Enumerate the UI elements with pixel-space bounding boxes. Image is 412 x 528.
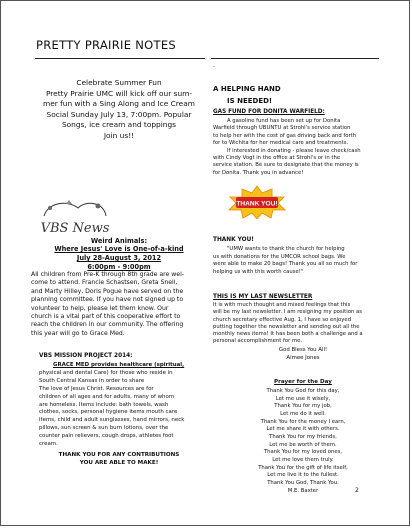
newsletter-title: PRETTY PRAIRIE NOTES bbox=[36, 38, 176, 52]
vbs-news-logo-art bbox=[38, 196, 112, 238]
helping-hand-heading: A HELPING HAND bbox=[213, 85, 281, 93]
signoff-blessing: God Bless You All! bbox=[278, 347, 328, 353]
vbs-heading: Weird Animals: bbox=[90, 237, 148, 245]
vbs-body-line: this year will go to Grace Med. bbox=[31, 329, 125, 337]
summer-fun-line: Pretty Prairie UMC will kick off our sum- bbox=[45, 88, 193, 98]
last-newsletter-line: personal accomplishment for me. bbox=[213, 338, 303, 345]
prayer-line: Let me be worth of them. bbox=[269, 441, 337, 448]
vbs-body-line: church is a vital part of this cooperative effort to bbox=[31, 313, 181, 321]
thank-you-line: helping us with this worth cause!" bbox=[213, 268, 304, 275]
thank-you-line: us with donations for the UMCOR school bags. We bbox=[213, 253, 346, 260]
summer-fun-line: Celebrate Summer Fun bbox=[76, 78, 162, 87]
vbs-news-logo-text: VBS News bbox=[40, 221, 110, 236]
mission-closing-line: YOU ARE ABLE TO MAKE! bbox=[79, 460, 159, 467]
prayer-body bbox=[213, 388, 393, 495]
prayer-line: Thank You for my friends, bbox=[269, 433, 337, 440]
thank-you-body bbox=[213, 246, 393, 276]
mission-line: South Central Kansas in order to share bbox=[39, 377, 145, 384]
helping-hand-heading-2: IS NEEDED! bbox=[227, 97, 273, 105]
logo-dot bbox=[48, 206, 52, 210]
prayer-author: M.E. Baxter bbox=[287, 487, 319, 494]
summer-fun-line: Social Sunday July 13, 7:00pm. Popular bbox=[46, 109, 192, 119]
mission-line: counter pain relievers, cough drops, athletes foot bbox=[39, 433, 174, 440]
mission-line: are homeless. Items include: bath towels, wash bbox=[39, 401, 169, 408]
prayer-line: Thank You God for this day, bbox=[266, 388, 340, 394]
prayer-line: Let me share it with others. bbox=[266, 426, 340, 433]
mission-line: pillows, sun screen & sun burn lotions, over the bbox=[39, 425, 169, 432]
title-rule-left bbox=[35, 58, 205, 59]
mission-body bbox=[39, 362, 211, 449]
summer-fun-line: Join us!! bbox=[103, 130, 135, 140]
gas-fund-line: A gasoline fund has been set up for Donita bbox=[227, 118, 341, 124]
gas-fund-line: Warfield through UBUNTU at Strohl's service station bbox=[213, 125, 351, 132]
signoff-name: Aimee Jones bbox=[286, 354, 320, 361]
vbs-body-line: come to attend. Francie Schastsen, Greta Snell, bbox=[31, 279, 178, 287]
prayer-line: Thank You God, Thank You. bbox=[267, 479, 339, 486]
prayer-line: Thank You for the money I earn, bbox=[260, 418, 346, 425]
last-newsletter-body bbox=[213, 302, 395, 346]
mission-line: clothes, socks, personal hygiene items mouth care bbox=[39, 409, 178, 416]
thank-you-heading: THANK YOU! bbox=[213, 237, 254, 243]
vbs-body-line: planning committee. If you have not signed up to bbox=[31, 296, 184, 304]
gas-fund-line: to help her with the cost of gas driving back and forth bbox=[213, 132, 357, 139]
gas-fund-body bbox=[213, 118, 393, 177]
last-newsletter-line: will be my last newsletter. I am resigning my position as bbox=[213, 309, 362, 316]
mission-line: children of all ages and for adults, many of whom bbox=[39, 393, 175, 400]
mission-heading: VBS MISSION PROJECT 2014: bbox=[39, 353, 133, 359]
vbs-body-line: All children from Pre-K through 8th grade are wel- bbox=[31, 271, 185, 278]
vbs-body-line: volunteer to help, please let them know. Our bbox=[31, 304, 169, 312]
prayer-line: Let me do it well. bbox=[280, 410, 326, 417]
prayer-line: Let me live it to the fullest. bbox=[267, 472, 339, 479]
last-newsletter-line: It is with much thought and mixed feelings that this bbox=[213, 302, 351, 308]
last-newsletter-line: monthly news items! It has been both a challenge and a bbox=[213, 331, 363, 338]
last-newsletter-line: church secretary effective Aug. 1, I have so enjoyed bbox=[213, 316, 352, 323]
grace-med-label: GRACE MED provides healthcare (spiritual, bbox=[53, 362, 185, 368]
mission-closing bbox=[39, 451, 199, 468]
vbs-news-logo bbox=[38, 196, 112, 238]
vbs-body bbox=[31, 271, 209, 338]
vbs-subheading: Where Jesus' Love is One-of-a-kind bbox=[54, 245, 184, 253]
mission-closing-line: THANK YOU FOR ANY CONTRIBUTIONS bbox=[58, 452, 180, 458]
prayer-line: Thank You for my loved ones, bbox=[263, 449, 343, 456]
mission-line: items, child and adult sunglasses, hand mirrors, neck bbox=[39, 417, 185, 424]
summer-fun-line: mer fun with a Sing Along and Ice Cream bbox=[43, 99, 195, 109]
prayer-line: Thank You for the gift of life itself, bbox=[258, 464, 348, 471]
title-rule-right bbox=[211, 58, 379, 59]
thank-you-burst bbox=[227, 185, 287, 219]
mission-line: cream. bbox=[39, 441, 58, 448]
mission-line: physical and dental Care) for those who reside in bbox=[39, 369, 173, 376]
gas-fund-line: service station. Be sure to designate that the money is bbox=[213, 162, 359, 169]
summer-fun-line: Songs, ice cream and toppings bbox=[61, 120, 177, 130]
thank-you-graphic-text: THANK YOU! bbox=[236, 200, 278, 208]
page-number: 2 bbox=[355, 487, 359, 494]
vbs-times: 6:00pm - 9:00pm bbox=[87, 263, 151, 271]
summer-fun-announcement bbox=[31, 78, 207, 142]
thank-you-graphic bbox=[227, 185, 287, 219]
vbs-dates: July 28-August 3, 2012 bbox=[76, 254, 162, 262]
thank-you-line: were able to make 20 bags! Thank you all so much for bbox=[213, 261, 358, 268]
last-newsletter-heading: THIS IS MY LAST NEWSLETTER bbox=[213, 294, 313, 300]
prayer-line: Let me use it wisely, bbox=[275, 395, 331, 402]
prayer-line: Let me love them truly. bbox=[272, 456, 334, 463]
mission-line bbox=[39, 362, 211, 370]
prayer-line: Thank You for my job, bbox=[274, 403, 332, 410]
prayer-heading: Prayer for the Day bbox=[274, 379, 332, 385]
vbs-body-line: reach the children in our community. The offering bbox=[31, 321, 184, 329]
gas-fund-line: If interested in donating - please leave check/cash bbox=[227, 147, 361, 154]
gas-fund-line: for Donita. Thank you in advance! bbox=[213, 169, 304, 176]
helping-hand-marker: · bbox=[213, 64, 215, 71]
thank-you-line: "UMW wants to thank the church for helping bbox=[227, 246, 345, 252]
last-newsletter-signoff bbox=[213, 347, 393, 362]
last-newsletter-line: putting together the newsletter and sending out all the bbox=[213, 323, 360, 330]
logo-dot bbox=[96, 204, 101, 209]
mission-line: The love of Jesus Christ. Resources are for bbox=[39, 385, 154, 392]
gas-fund-heading: GAS FUND FOR DONITA WARFIELD: bbox=[213, 109, 325, 115]
gas-fund-line: with Cindy Vogt in the office at Strohl's or in the bbox=[213, 155, 341, 162]
gas-fund-line: for to Wichita for her medical care and treatments. bbox=[213, 140, 349, 147]
vbs-body-line: and Marty Hilley, Doris Pogue have served on the bbox=[31, 287, 184, 295]
logo-spark bbox=[66, 200, 72, 204]
